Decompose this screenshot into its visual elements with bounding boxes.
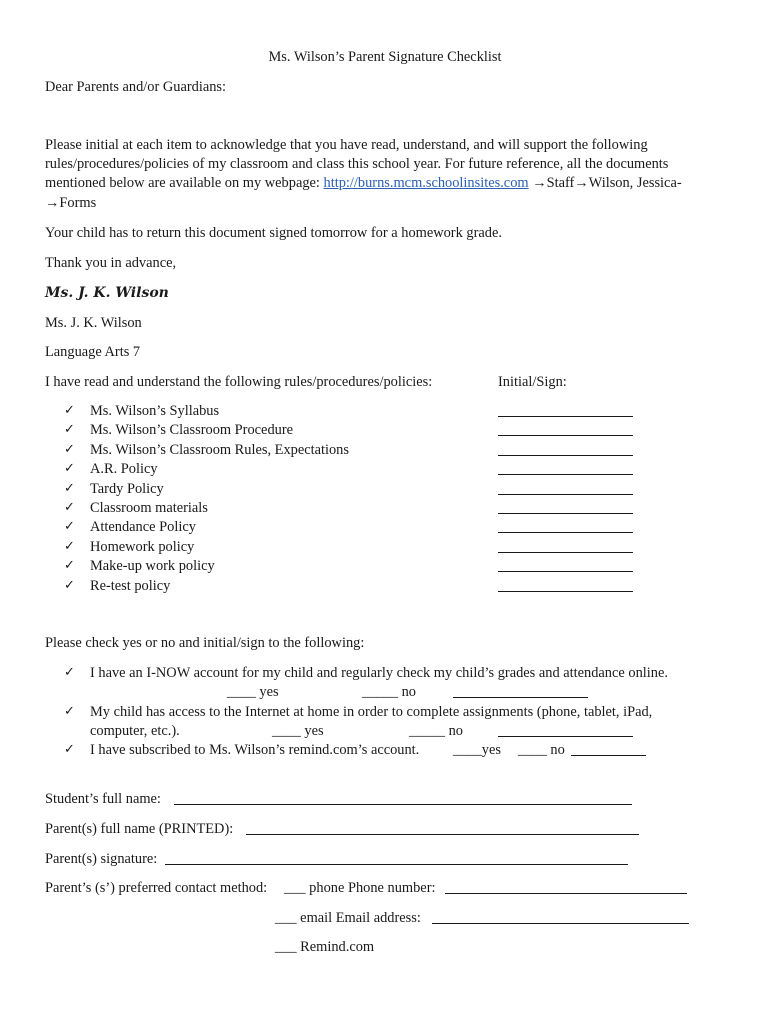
intro-line-3 [45,174,682,192]
policies-header: I have read and understand the following rules/procedures/policies: [45,374,433,390]
policy-initial-line[interactable] [498,552,633,553]
check-mark-icon: ✓ [64,422,75,437]
thanks: Thank you in advance, [45,255,177,271]
check-mark-icon: ✓ [64,704,75,719]
policy-initial-line[interactable] [498,513,633,514]
check-mark-icon: ✓ [64,442,75,457]
course-name: Language Arts 7 [45,344,141,360]
remind-yes-option[interactable]: ____yes [453,742,501,758]
policy-item: Attendance Policy [90,519,196,535]
parent-printed-field[interactable] [246,834,639,835]
remind-option[interactable]: ___ Remind.com [275,939,375,955]
policy-initial-line[interactable] [498,571,633,572]
teacher-signature: Ms. J. K. Wilson [45,285,169,301]
check-mark-icon: ✓ [64,500,75,515]
policy-item: Ms. Wilson’s Classroom Procedure [90,422,294,438]
check-mark-icon: ✓ [64,519,75,534]
policy-initial-line[interactable] [498,591,633,592]
inow-initial-line[interactable] [453,697,588,698]
parent-printed-label: Parent(s) full name (PRINTED): [45,821,234,837]
page-title: Ms. Wilson’s Parent Signature Checklist [268,49,502,65]
check-mark-icon: ✓ [64,461,75,476]
policy-initial-line[interactable] [498,494,633,495]
policy-item: Tardy Policy [90,481,164,497]
parent-signature-field[interactable] [165,864,628,865]
policy-item: Ms. Wilson’s Classroom Rules, Expectations [90,442,349,458]
question-internet-cont: computer, etc.). [90,723,180,739]
inow-no-option[interactable]: _____ no [362,684,416,700]
policy-item: A.R. Policy [90,461,158,477]
student-name-label: Student’s full name: [45,791,161,807]
greeting: Dear Parents and/or Guardians: [45,79,227,95]
webpage-link[interactable]: http://burns.mcm.schoolinsites.com [323,175,529,191]
check-mark-icon: ✓ [64,481,75,496]
check-mark-icon: ✓ [64,578,75,593]
question-remind: I have subscribed to Ms. Wilson’s remind.com’s account. [90,742,420,758]
intro-line-3-suffix: →Staff→Wilson, Jessica- [528,175,682,191]
policy-initial-line[interactable] [498,416,633,417]
question-inow: I have an I-NOW account for my child and regularly check my child’s grades and attendance online. [90,665,668,681]
policy-item: Classroom materials [90,500,208,516]
check-mark-icon: ✓ [64,558,75,573]
check-mark-icon: ✓ [64,403,75,418]
initial-sign-header: Initial/Sign: [498,374,567,390]
policy-initial-line[interactable] [498,532,633,533]
check-mark-icon: ✓ [64,742,75,757]
intro-line-3-prefix: mentioned below are available on my webpage: [45,175,324,191]
parent-signature-label: Parent(s) signature: [45,851,158,867]
intro-line-4: →Forms [45,195,97,211]
internet-initial-line[interactable] [498,736,633,737]
check-mark-icon: ✓ [64,665,75,680]
policy-item: Make-up work policy [90,558,215,574]
remind-initial-line[interactable] [571,755,646,756]
check-mark-icon: ✓ [64,539,75,554]
phone-option[interactable]: ___ phone Phone number: [284,880,436,896]
policy-item: Ms. Wilson’s Syllabus [90,403,220,419]
teacher-name: Ms. J. K. Wilson [45,315,142,331]
remind-no-option[interactable]: ____ no [518,742,565,758]
policy-initial-line[interactable] [498,455,633,456]
email-option[interactable]: ___ email Email address: [275,910,421,926]
policy-item: Homework policy [90,539,195,555]
contact-method-label: Parent’s (s’) preferred contact method: [45,880,268,896]
email-address-field[interactable] [432,923,689,924]
yesno-header: Please check yes or no and initial/sign to the following: [45,635,365,651]
inow-yes-option[interactable]: ____ yes [227,684,279,700]
question-internet: My child has access to the Internet at home in order to complete assignments (phone, tablet, iPad, [90,704,653,720]
student-name-field[interactable] [174,804,632,805]
internet-no-option[interactable]: _____ no [409,723,463,739]
phone-number-field[interactable] [445,893,687,894]
intro-line-2: rules/procedures/policies of my classroom and class this school year. For future reference, all the documents [45,156,669,172]
intro-line-1: Please initial at each item to acknowledge that you have read, understand, and will support the following [45,137,648,153]
policy-initial-line[interactable] [498,474,633,475]
internet-yes-option[interactable]: ____ yes [272,723,324,739]
policy-initial-line[interactable] [498,435,633,436]
policy-item: Re-test policy [90,578,171,594]
return-note: Your child has to return this document signed tomorrow for a homework grade. [45,225,502,241]
